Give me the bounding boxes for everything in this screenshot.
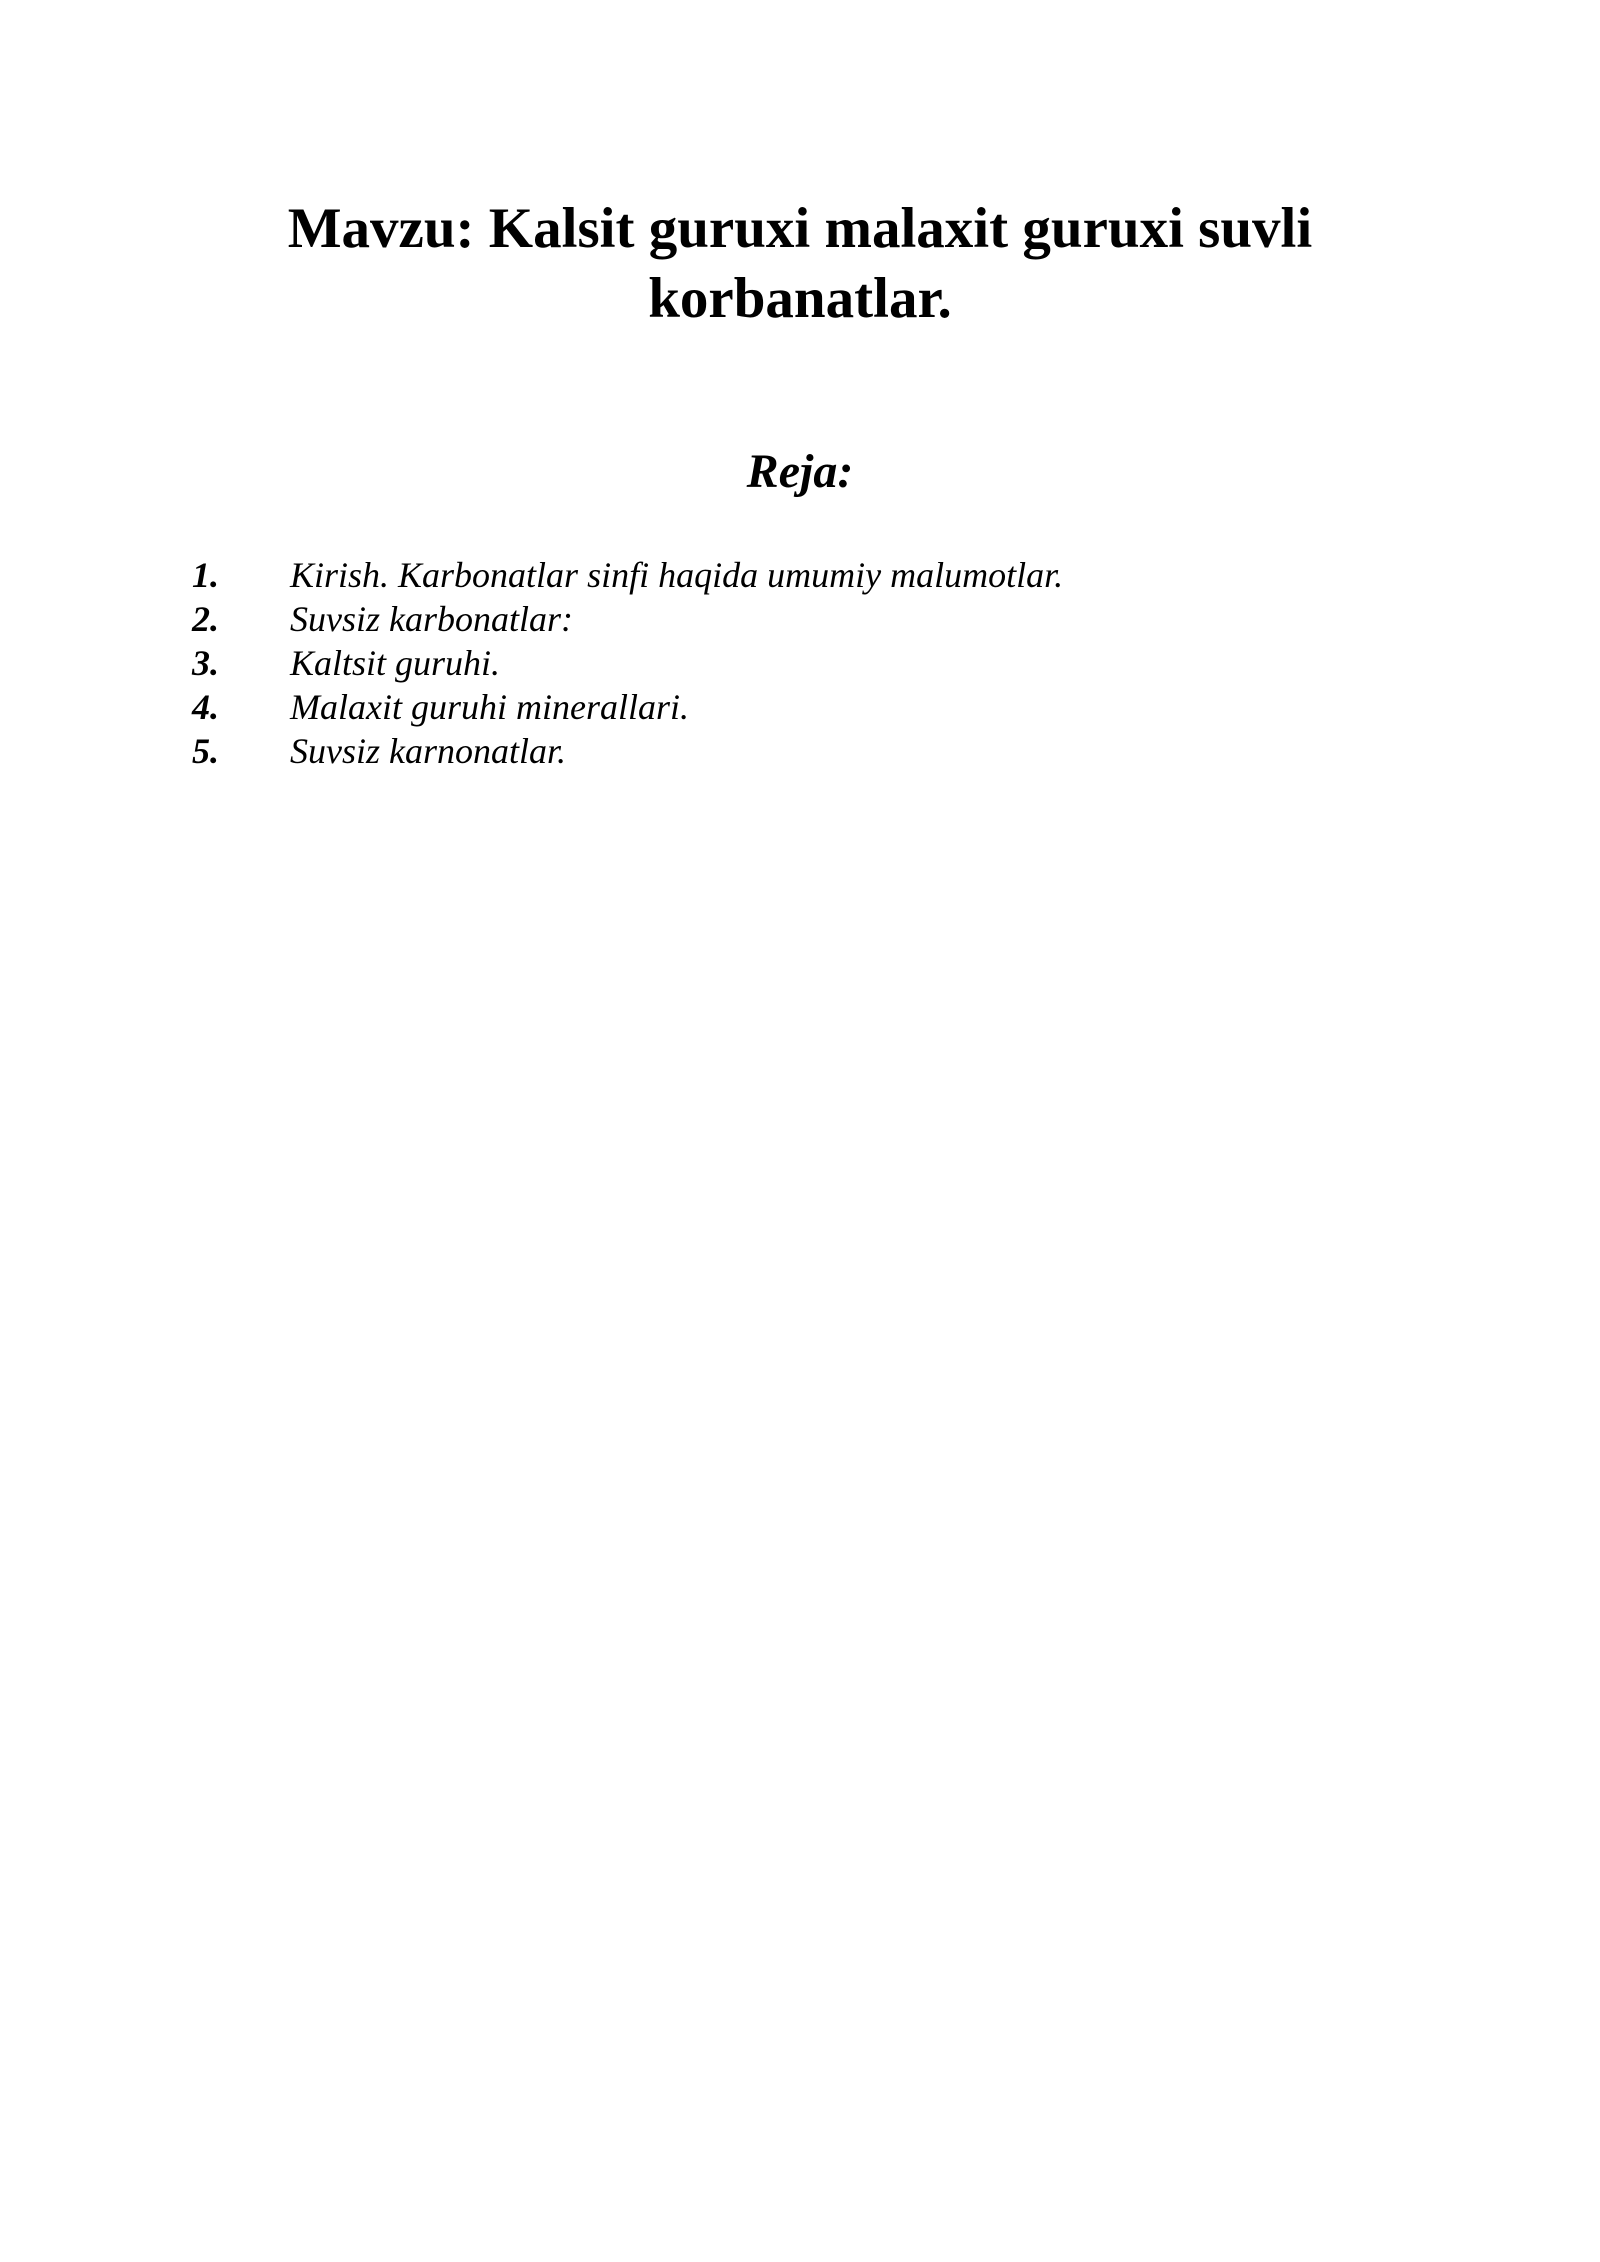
plan-item-4 [192, 685, 1063, 729]
plan-item-1 [192, 553, 1063, 597]
plan-heading: Reja: [746, 445, 854, 498]
plan-item-text: Malaxit guruhi minerallari. [290, 687, 689, 727]
plan-item-text: Suvsiz karbonatlar: [290, 599, 573, 639]
plan-item-5 [192, 729, 1063, 773]
plan-item-number: 1. [192, 555, 219, 595]
page-title: Mavzu: Kalsit guruxi malaxit guruxi suvli korbanatlar. [287, 197, 1313, 330]
plan-item-number: 3. [192, 643, 219, 683]
plan-item-number: 2. [192, 599, 219, 639]
plan-item-2 [192, 597, 1063, 641]
plan-list [192, 553, 1063, 773]
plan-item-text: Kaltsit guruhi. [290, 643, 501, 683]
plan-item-text: Kirish. Karbonatlar sinfi haqida umumiy malumotlar. [290, 555, 1064, 595]
plan-item-number: 4. [192, 687, 219, 727]
plan-item-3 [192, 641, 1063, 685]
plan-item-text: Suvsiz karnonatlar. [290, 731, 567, 771]
plan-item-number: 5. [192, 731, 219, 771]
